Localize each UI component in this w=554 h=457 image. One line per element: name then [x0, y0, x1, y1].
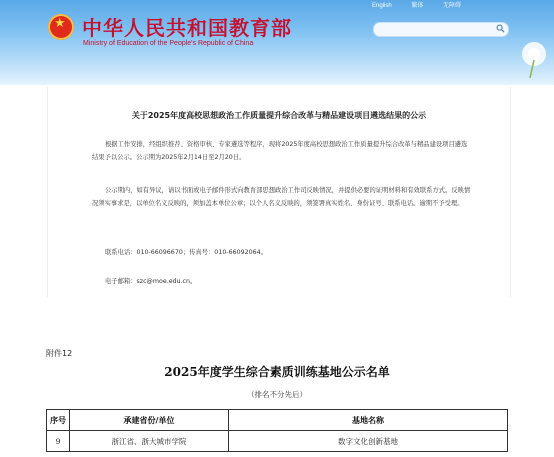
top-links [372, 0, 479, 9]
column-header: 序号 [47, 410, 70, 431]
notice-paragraph: 公示期内，如有异议，请以书面或电子邮件形式向教育部思想政治工作司反映情况，并提供必要的证明材料和有效联系方式。反映情况须实事求是，以单位名义反映的，须加盖本单位公章；以个人名义反映的，须签署真实姓名、身份证号、联系电话。逾期不予受理。 [92, 187, 471, 207]
site-title-english: Ministry of Education of the People's Republic of China [83, 40, 254, 47]
table-header-row [47, 410, 508, 431]
table-row [47, 431, 508, 452]
search-box [373, 22, 509, 37]
top-link-english[interactable]: English [372, 3, 392, 9]
base-list-table [46, 409, 508, 452]
national-emblem-icon: ★ [48, 14, 74, 40]
table-cell-unit: 浙江省、浙大城市学院 [70, 431, 229, 452]
top-link-accessibility[interactable]: 无障碍 [443, 3, 462, 9]
dandelion-decoration-icon [512, 38, 552, 78]
column-header: 承建省份/单位 [70, 410, 229, 431]
site-title[interactable]: 中华人民共和国教育部 [82, 16, 292, 40]
list-subtitle: （排名不分先后） [247, 390, 307, 399]
search-input[interactable] [380, 24, 492, 37]
contact-phone: 联系电话：010-66096670；传真号：010-66092064。 [105, 249, 267, 256]
contact-email: 电子邮箱：szc@moe.edu.cn。 [105, 278, 197, 285]
table-cell-name: 数字文化创新基地 [229, 431, 508, 452]
site-header [0, 0, 554, 85]
notice-title: 关于2025年度高校思想政治工作质量提升综合改革与精品建设项目遴选结果的公示 [131, 111, 427, 120]
column-header: 基地名称 [229, 410, 508, 431]
table-cell-number: 9 [47, 431, 70, 452]
top-link-traditional[interactable]: 繁体 [411, 3, 424, 9]
attachment-label: 附件12 [46, 349, 73, 358]
notice-paragraph: 根据工作安排，经组织推荐、资格审核、专家遴选等程序，现将2025年度高校思想政治工作质量提升综合改革与精品建设项目遴选结果予以公示。公示期为2025年2月14日至2月20日。 [92, 141, 468, 161]
search-icon[interactable] [496, 24, 505, 33]
list-title: 2025年度学生综合素质训练基地公示名单 [164, 365, 390, 379]
notice-panel [47, 87, 511, 297]
